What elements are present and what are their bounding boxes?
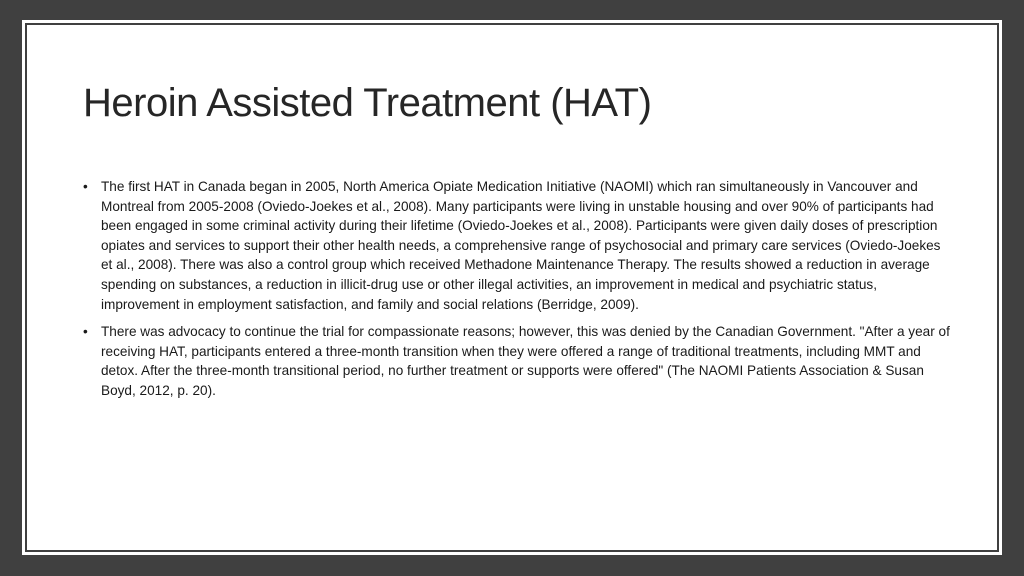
bullet-item-advocacy <box>83 322 953 400</box>
bullet-marker: • <box>83 324 88 340</box>
slide-frame <box>22 20 1002 555</box>
bullet-list <box>83 177 953 409</box>
bullet-text: There was advocacy to continue the trial for compassionate reasons; however, this was denied by the Canadian Government. "After a year of receiving HAT, participants entered a three-month transition when they were offered a range of traditional treatments, including MMT and detox. After the three-month transitional period, no further treatment or supports were offered" (The NAOMI Patients Association & Susan Boyd, 2012, p. 20). <box>101 324 950 398</box>
bullet-item-naomi <box>83 177 953 314</box>
bullet-marker: • <box>83 179 88 194</box>
slide-content <box>25 23 999 552</box>
bullet-text: The first HAT in Canada began in 2005, North America Opiate Medication Initiative (NAOMI) which ran simultaneously in Vancouver and Montreal from 2005-2008 (Oviedo-Joekes et al., 2008). Many participants were living in unstable housing and over 90% of participants had been engaged in some criminal activity during their lifetime (Oviedo-Joekes et al., 2008). Participants were given daily doses of prescription opiates and services to support their other health needs, a comprehensive range of psychosocial and primary care services (Oviedo-Joekes et al., 2008). There was also a control group which received Methadone Maintenance Therapy. The results showed a reduction in average spending on substances, a reduction in illicit-drug use or other illegal activities, an improvement in medical and psychiatric status, improvement in employment satisfaction, and family and social relations (Berridge, 2009). <box>101 179 941 312</box>
slide-title: Heroin Assisted Treatment (HAT) <box>83 81 652 125</box>
